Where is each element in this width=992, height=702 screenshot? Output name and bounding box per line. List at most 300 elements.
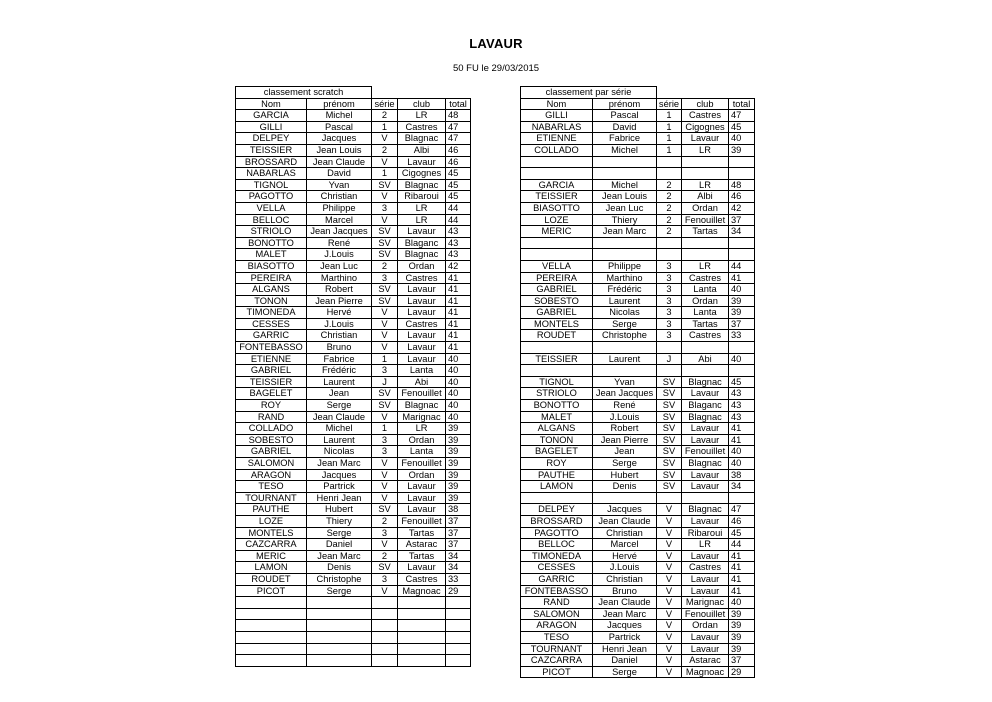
serie-cell-nom: TEISSIER (521, 353, 593, 365)
table-row (521, 539, 755, 551)
scratch-caption-spacer (372, 87, 471, 99)
serie-cell-total (729, 237, 755, 249)
serie-cell-serie: 3 (657, 330, 682, 342)
scratch-cell-club: Castres (398, 573, 446, 585)
scratch-cell-serie: V (372, 469, 398, 481)
scratch-cell-total: 39 (446, 446, 471, 458)
scratch-cell-prenom: Serge (307, 527, 372, 539)
scratch-cell-prenom: Christian (307, 191, 372, 203)
scratch-cell-club: LR (398, 214, 446, 226)
scratch-cell-total: 44 (446, 202, 471, 214)
scratch-cell-serie: 3 (372, 527, 398, 539)
serie-cell-total: 45 (729, 527, 755, 539)
table-row (521, 307, 755, 319)
scratch-cell-total: 34 (446, 562, 471, 574)
serie-cell-prenom: Marthino (593, 272, 657, 284)
scratch-cell-club: Ribaroui (398, 191, 446, 203)
table-row (521, 631, 755, 643)
scratch-cell-nom: SALOMON (236, 458, 307, 470)
serie-cell-club: Lanta (682, 307, 729, 319)
scratch-cell-club: Tartas (398, 527, 446, 539)
serie-cell-total: 41 (729, 550, 755, 562)
serie-cell-club: Blagnac (682, 458, 729, 470)
scratch-cell-club: Cigognes (398, 168, 446, 180)
serie-cell-total: 41 (729, 423, 755, 435)
scratch-cell-serie: 2 (372, 515, 398, 527)
table-row (521, 400, 755, 412)
serie-cell-club: Lavaur (682, 643, 729, 655)
serie-cell-prenom: Jacques (593, 504, 657, 516)
serie-cell-nom: BONOTTO (521, 400, 593, 412)
serie-cell-nom (521, 365, 593, 377)
serie-cell-club: Lavaur (682, 469, 729, 481)
scratch-cell-total (446, 643, 471, 655)
serie-cell-total: 40 (729, 458, 755, 470)
scratch-cell-club: Fenouillet (398, 388, 446, 400)
serie-cell-prenom: Nicolas (593, 307, 657, 319)
scratch-cell-club: Astarac (398, 539, 446, 551)
serie-header-total: total (729, 98, 755, 110)
scratch-cell-nom: TOURNANT (236, 492, 307, 504)
serie-cell-serie: V (657, 550, 682, 562)
scratch-cell-serie: SV (372, 249, 398, 261)
serie-cell-club: Tartas (682, 226, 729, 238)
scratch-cell-serie: 2 (372, 260, 398, 272)
scratch-cell-serie: 3 (372, 434, 398, 446)
serie-cell-club: Fenouillet (682, 446, 729, 458)
scratch-cell-prenom: Marcel (307, 214, 372, 226)
serie-header-prenom: prénom (593, 98, 657, 110)
scratch-cell-total: 41 (446, 307, 471, 319)
table-row (236, 620, 471, 632)
scratch-cell-prenom: Partrick (307, 481, 372, 493)
scratch-cell-total: 41 (446, 284, 471, 296)
table-row (521, 608, 755, 620)
serie-cell-serie: V (657, 608, 682, 620)
scratch-cell-total (446, 655, 471, 667)
table-row (521, 214, 755, 226)
table-row (236, 376, 471, 388)
serie-cell-nom (521, 156, 593, 168)
table-row (236, 295, 471, 307)
serie-cell-prenom: Michel (593, 179, 657, 191)
serie-cell-serie: V (657, 527, 682, 539)
serie-cell-club (682, 342, 729, 354)
serie-cell-prenom: René (593, 400, 657, 412)
scratch-cell-total: 40 (446, 411, 471, 423)
serie-cell-club: Fenouillet (682, 608, 729, 620)
table-row (236, 168, 471, 180)
serie-cell-nom: PAGOTTO (521, 527, 593, 539)
serie-header-club: club (682, 98, 729, 110)
serie-cell-prenom: Jean Marc (593, 608, 657, 620)
scratch-cell-serie: V (372, 411, 398, 423)
serie-cell-total (729, 168, 755, 180)
table-row (521, 527, 755, 539)
table-row (236, 434, 471, 446)
scratch-cell-total: 40 (446, 376, 471, 388)
serie-cell-prenom: David (593, 121, 657, 133)
table-row (521, 144, 755, 156)
serie-cell-nom: MERIC (521, 226, 593, 238)
serie-cell-serie (657, 342, 682, 354)
scratch-cell-nom: LAMON (236, 562, 307, 574)
table-row (236, 469, 471, 481)
serie-cell-club (682, 168, 729, 180)
scratch-cell-prenom: Jean Claude (307, 411, 372, 423)
serie-cell-club (682, 156, 729, 168)
serie-cell-nom: CAZCARRA (521, 655, 593, 667)
scratch-cell-club: Ordan (398, 434, 446, 446)
serie-cell-club: Lavaur (682, 388, 729, 400)
scratch-cell-prenom: Jean Marc (307, 458, 372, 470)
table-row (236, 342, 471, 354)
scratch-cell-serie: SV (372, 284, 398, 296)
scratch-cell-prenom: Jean Pierre (307, 295, 372, 307)
table-row (521, 620, 755, 632)
scratch-cell-club: Blagnac (398, 400, 446, 412)
serie-cell-total: 29 (729, 666, 755, 678)
table-row (521, 655, 755, 667)
scratch-cell-nom: GABRIEL (236, 446, 307, 458)
scratch-cell-serie: J (372, 376, 398, 388)
scratch-cell-serie: 3 (372, 272, 398, 284)
scratch-cell-prenom: Serge (307, 400, 372, 412)
serie-cell-club: Lavaur (682, 481, 729, 493)
table-row (236, 202, 471, 214)
scratch-cell-serie: 3 (372, 202, 398, 214)
table-row (521, 260, 755, 272)
serie-cell-nom: LAMON (521, 481, 593, 493)
scratch-cell-total: 40 (446, 353, 471, 365)
scratch-cell-nom (236, 631, 307, 643)
scratch-cell-total: 41 (446, 295, 471, 307)
serie-cell-total: 34 (729, 226, 755, 238)
scratch-cell-serie: V (372, 214, 398, 226)
table-row (521, 666, 755, 678)
table-row (236, 423, 471, 435)
scratch-cell-nom (236, 655, 307, 667)
serie-cell-serie: 2 (657, 214, 682, 226)
serie-cell-nom: ETIENNE (521, 133, 593, 145)
table-row (521, 411, 755, 423)
table-row (236, 527, 471, 539)
scratch-header-club: club (398, 98, 446, 110)
table-row (521, 376, 755, 388)
scratch-cell-nom: BONOTTO (236, 237, 307, 249)
serie-cell-serie: 1 (657, 133, 682, 145)
serie-table (520, 86, 755, 678)
table-row (521, 330, 755, 342)
scratch-cell-nom: STRIOLO (236, 226, 307, 238)
table-row (521, 643, 755, 655)
serie-cell-prenom (593, 342, 657, 354)
table-row (236, 330, 471, 342)
serie-cell-club: Lavaur (682, 515, 729, 527)
serie-cell-prenom (593, 249, 657, 261)
serie-cell-club (682, 492, 729, 504)
serie-cell-club: LR (682, 179, 729, 191)
scratch-cell-total: 48 (446, 110, 471, 122)
serie-cell-nom (521, 342, 593, 354)
scratch-header-total: total (446, 98, 471, 110)
scratch-caption: classement scratch (236, 87, 372, 99)
scratch-cell-prenom: Denis (307, 562, 372, 574)
table-row (236, 400, 471, 412)
scratch-cell-nom: ETIENNE (236, 353, 307, 365)
table-row (236, 272, 471, 284)
serie-cell-club: Castres (682, 272, 729, 284)
table-row (236, 481, 471, 493)
serie-cell-club: LR (682, 144, 729, 156)
serie-cell-serie: 3 (657, 272, 682, 284)
serie-cell-club: Castres (682, 110, 729, 122)
scratch-cell-club: LR (398, 110, 446, 122)
table-row (236, 631, 471, 643)
scratch-cell-nom: COLLADO (236, 423, 307, 435)
scratch-cell-nom: DELPEY (236, 133, 307, 145)
serie-cell-serie: SV (657, 376, 682, 388)
scratch-cell-nom: PEREIRA (236, 272, 307, 284)
serie-cell-nom (521, 168, 593, 180)
scratch-cell-club: Lanta (398, 365, 446, 377)
scratch-cell-prenom: Hubert (307, 504, 372, 516)
table-row (521, 585, 755, 597)
serie-cell-total: 43 (729, 388, 755, 400)
serie-cell-total: 43 (729, 400, 755, 412)
scratch-cell-serie: V (372, 318, 398, 330)
scratch-caption-row (236, 87, 471, 99)
scratch-cell-prenom: Michel (307, 110, 372, 122)
serie-cell-total: 41 (729, 434, 755, 446)
serie-cell-prenom: Hervé (593, 550, 657, 562)
scratch-cell-total: 38 (446, 504, 471, 516)
table-row (521, 562, 755, 574)
scratch-cell-total: 46 (446, 144, 471, 156)
table-row (521, 295, 755, 307)
scratch-cell-serie: 1 (372, 121, 398, 133)
serie-cell-prenom: J.Louis (593, 562, 657, 574)
serie-cell-nom: CESSES (521, 562, 593, 574)
serie-cell-total: 46 (729, 191, 755, 203)
table-row (521, 156, 755, 168)
serie-cell-club: Magnoac (682, 666, 729, 678)
serie-cell-serie: SV (657, 446, 682, 458)
serie-cell-prenom: Frédéric (593, 284, 657, 296)
table-row (521, 318, 755, 330)
scratch-cell-prenom: Michel (307, 423, 372, 435)
scratch-cell-total: 39 (446, 481, 471, 493)
scratch-cell-nom: BIASOTTO (236, 260, 307, 272)
serie-cell-total: 46 (729, 515, 755, 527)
scratch-cell-nom: CAZCARRA (236, 539, 307, 551)
serie-cell-total: 41 (729, 585, 755, 597)
scratch-cell-club: Castres (398, 272, 446, 284)
serie-caption-spacer (657, 87, 755, 99)
scratch-cell-serie: SV (372, 295, 398, 307)
serie-cell-serie: V (657, 573, 682, 585)
serie-cell-club: Lavaur (682, 423, 729, 435)
scratch-cell-serie (372, 620, 398, 632)
scratch-cell-nom: PICOT (236, 585, 307, 597)
scratch-cell-total: 41 (446, 272, 471, 284)
serie-cell-total: 41 (729, 573, 755, 585)
serie-cell-prenom: Bruno (593, 585, 657, 597)
scratch-cell-serie: 2 (372, 550, 398, 562)
serie-cell-nom: GARCIA (521, 179, 593, 191)
scratch-cell-nom: TONON (236, 295, 307, 307)
table-row (236, 110, 471, 122)
scratch-cell-nom: MERIC (236, 550, 307, 562)
serie-cell-serie: V (657, 620, 682, 632)
serie-cell-total: 39 (729, 295, 755, 307)
serie-cell-club: Blaganc (682, 400, 729, 412)
serie-cell-club: Fenouillet (682, 214, 729, 226)
scratch-cell-prenom: Jacques (307, 133, 372, 145)
serie-cell-nom: NABARLAS (521, 121, 593, 133)
table-row (521, 515, 755, 527)
scratch-cell-club: Lavaur (398, 295, 446, 307)
table-row (521, 597, 755, 609)
table-row (521, 492, 755, 504)
serie-header-nom: Nom (521, 98, 593, 110)
serie-cell-club: Marignac (682, 597, 729, 609)
serie-cell-total: 34 (729, 481, 755, 493)
scratch-cell-prenom: Daniel (307, 539, 372, 551)
scratch-cell-club: Lavaur (398, 504, 446, 516)
serie-cell-prenom: Serge (593, 666, 657, 678)
serie-cell-serie: V (657, 504, 682, 516)
scratch-cell-prenom: J.Louis (307, 249, 372, 261)
serie-cell-total: 39 (729, 144, 755, 156)
table-row (236, 133, 471, 145)
serie-cell-total: 47 (729, 110, 755, 122)
scratch-cell-total: 37 (446, 539, 471, 551)
table-row (521, 237, 755, 249)
table-row (236, 388, 471, 400)
serie-cell-nom: SALOMON (521, 608, 593, 620)
serie-cell-club: Blagnac (682, 411, 729, 423)
serie-cell-club: Lavaur (682, 573, 729, 585)
serie-cell-serie: 3 (657, 318, 682, 330)
serie-cell-serie: V (657, 562, 682, 574)
scratch-cell-nom: TESO (236, 481, 307, 493)
scratch-cell-total: 39 (446, 458, 471, 470)
scratch-cell-prenom: Philippe (307, 202, 372, 214)
scratch-cell-prenom (307, 597, 372, 609)
scratch-cell-nom: CESSES (236, 318, 307, 330)
serie-cell-serie (657, 249, 682, 261)
scratch-cell-club: Albi (398, 144, 446, 156)
scratch-cell-total: 39 (446, 423, 471, 435)
serie-cell-nom: TIGNOL (521, 376, 593, 388)
scratch-cell-prenom: Jean Claude (307, 156, 372, 168)
serie-cell-total: 44 (729, 260, 755, 272)
scratch-cell-total (446, 597, 471, 609)
table-row (236, 237, 471, 249)
serie-cell-total: 37 (729, 318, 755, 330)
scratch-cell-club: Tartas (398, 550, 446, 562)
table-row (236, 515, 471, 527)
scratch-cell-club: Castres (398, 318, 446, 330)
scratch-cell-total (446, 631, 471, 643)
serie-cell-prenom: Christophe (593, 330, 657, 342)
table-row (236, 550, 471, 562)
scratch-cell-total: 33 (446, 573, 471, 585)
serie-cell-club (682, 249, 729, 261)
serie-cell-club: Albi (682, 191, 729, 203)
page-title: LAVAUR (469, 36, 523, 51)
scratch-cell-prenom: Jean Marc (307, 550, 372, 562)
serie-cell-prenom: Marcel (593, 539, 657, 551)
scratch-cell-serie: 2 (372, 144, 398, 156)
table-row (236, 446, 471, 458)
serie-cell-total: 42 (729, 202, 755, 214)
scratch-cell-nom: MALET (236, 249, 307, 261)
serie-cell-prenom: Serge (593, 458, 657, 470)
scratch-cell-club: LR (398, 423, 446, 435)
serie-cell-total: 47 (729, 504, 755, 516)
table-row (236, 226, 471, 238)
table-row (521, 550, 755, 562)
serie-cell-serie: SV (657, 388, 682, 400)
scratch-cell-serie: SV (372, 237, 398, 249)
serie-cell-nom: BAGELET (521, 446, 593, 458)
table-row (521, 423, 755, 435)
serie-cell-prenom (593, 492, 657, 504)
serie-cell-nom: GABRIEL (521, 284, 593, 296)
scratch-cell-prenom: Hervé (307, 307, 372, 319)
serie-cell-nom: MALET (521, 411, 593, 423)
scratch-cell-serie: 1 (372, 423, 398, 435)
scratch-cell-prenom: Laurent (307, 376, 372, 388)
scratch-cell-club: Lanta (398, 446, 446, 458)
serie-cell-serie: V (657, 643, 682, 655)
serie-cell-nom: TIMONEDA (521, 550, 593, 562)
scratch-cell-serie: 3 (372, 573, 398, 585)
scratch-cell-total: 29 (446, 585, 471, 597)
serie-cell-serie: 2 (657, 191, 682, 203)
scratch-cell-nom: RAND (236, 411, 307, 423)
serie-cell-nom: BROSSARD (521, 515, 593, 527)
scratch-cell-prenom (307, 643, 372, 655)
scratch-cell-prenom: René (307, 237, 372, 249)
scratch-cell-prenom: Christian (307, 330, 372, 342)
scratch-cell-nom: SOBESTO (236, 434, 307, 446)
scratch-cell-club: Abi (398, 376, 446, 388)
scratch-cell-prenom: Frédéric (307, 365, 372, 377)
scratch-cell-prenom: Jean Luc (307, 260, 372, 272)
scratch-cell-club (398, 608, 446, 620)
scratch-cell-serie: SV (372, 179, 398, 191)
scratch-cell-nom: ROUDET (236, 573, 307, 585)
scratch-cell-nom (236, 620, 307, 632)
scratch-cell-prenom: Thiery (307, 515, 372, 527)
serie-cell-serie: SV (657, 469, 682, 481)
serie-cell-serie: V (657, 655, 682, 667)
serie-cell-club: Tartas (682, 318, 729, 330)
scratch-cell-prenom (307, 620, 372, 632)
scratch-cell-nom: GARCIA (236, 110, 307, 122)
serie-cell-nom: BELLOC (521, 539, 593, 551)
scratch-cell-nom: GILLI (236, 121, 307, 133)
scratch-cell-serie: V (372, 458, 398, 470)
scratch-cell-nom: TEISSIER (236, 376, 307, 388)
scratch-cell-prenom: Robert (307, 284, 372, 296)
scratch-cell-total: 45 (446, 168, 471, 180)
serie-cell-prenom: Pascal (593, 110, 657, 122)
serie-cell-total: 41 (729, 272, 755, 284)
